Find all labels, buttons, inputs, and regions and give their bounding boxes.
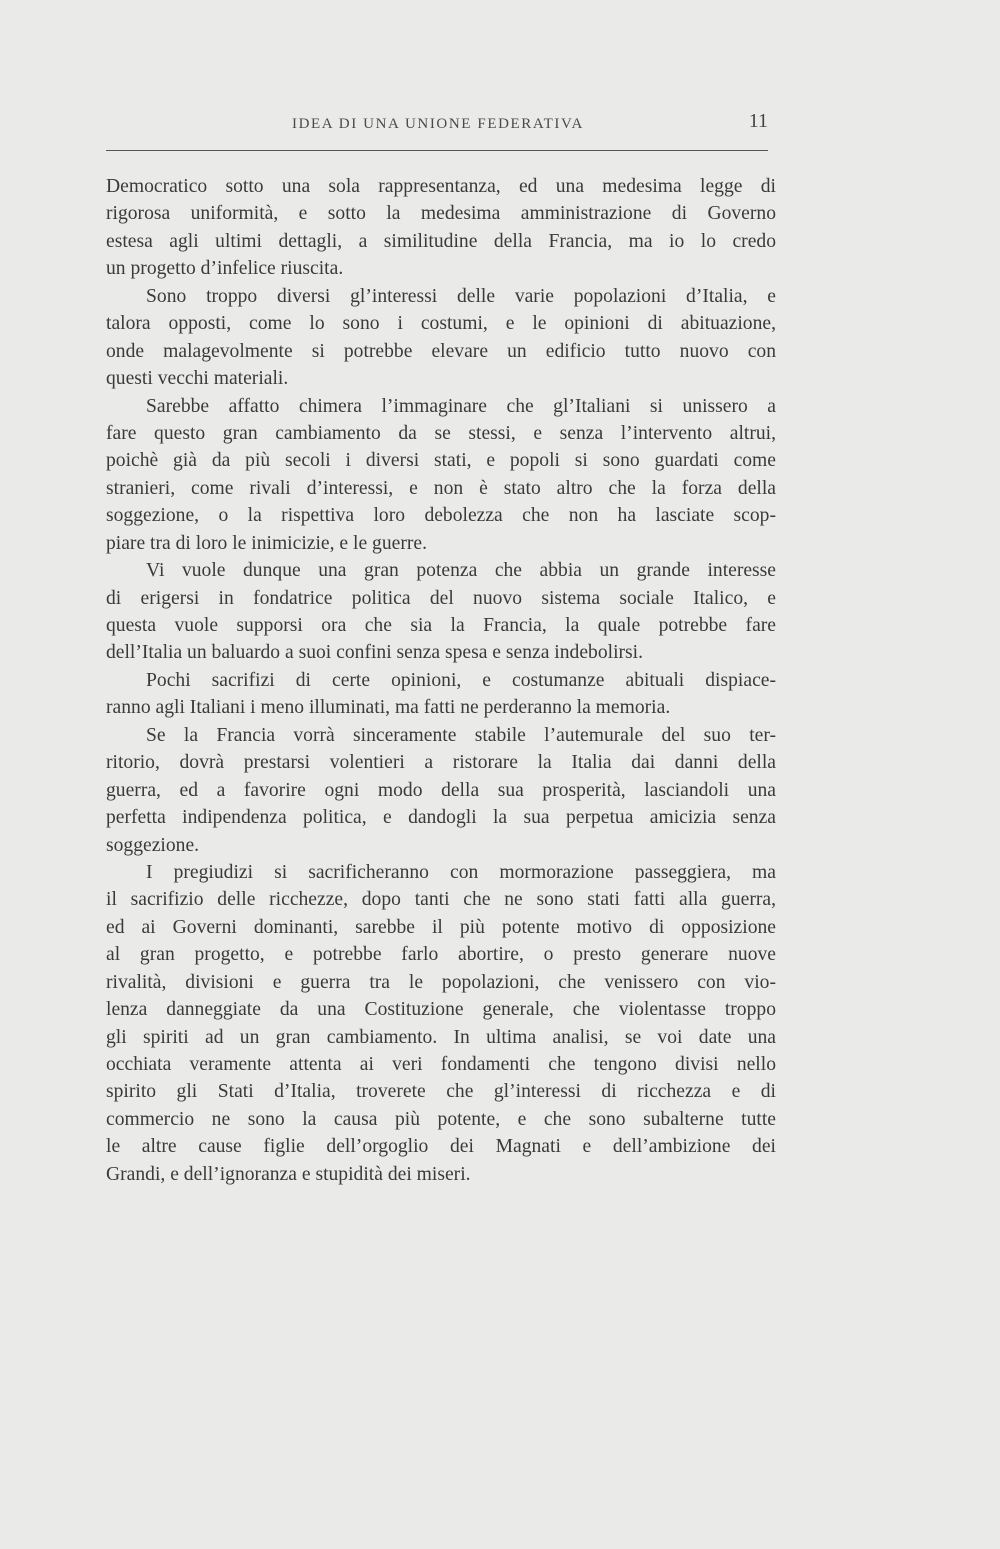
- text-line: ritorio, dovrà prestarsi volentieri a ristorare la Italia dai danni della: [106, 752, 776, 774]
- body-text: [106, 173, 776, 1188]
- text-line: soggezione, o la rispettiva loro debolezza che non ha lasciate scop-: [106, 505, 776, 527]
- text-line: I pregiudizi si sacrificheranno con mormorazione passeggiera, ma: [146, 861, 776, 883]
- text-line: al gran progetto, e potrebbe farlo abortire, o presto generare nuove: [106, 944, 776, 966]
- text-line: questa vuole supporsi ora che sia la Francia, la quale potrebbe fare: [106, 615, 776, 636]
- text-line: estesa agli ultimi dettagli, a similitudine della Francia, ma io lo credo: [106, 230, 776, 252]
- text-line: lenza danneggiate da una Costituzione generale, che violentasse troppo: [106, 999, 776, 1021]
- text-line: ed ai Governi dominanti, sarebbe il più potente motivo di opposizione: [106, 916, 776, 938]
- text-line: fare questo gran cambiamento da se stessi, e senza l’intervento altrui,: [106, 422, 776, 444]
- text-line: commercio ne sono la causa più potente, e che sono subalterne tutte: [106, 1108, 776, 1130]
- text-line: Sono troppo diversi gl’interessi delle varie popolazioni d’Italia, e: [146, 285, 776, 307]
- text-line: spirito gli Stati d’Italia, troverete che gl’interessi di ricchezza e di: [106, 1081, 776, 1103]
- text-line: onde malagevolmente si potrebbe elevare un edificio tutto nuovo con: [106, 340, 776, 362]
- text-line: di erigersi in fondatrice politica del nuovo sistema sociale Italico, e: [106, 587, 776, 609]
- text-line: rivalità, divisioni e guerra tra le popolazioni, che venissero con vio-: [106, 971, 776, 993]
- text-line: Vi vuole dunque una gran potenza che abbia un grande interesse: [146, 560, 776, 582]
- text-line: questi vecchi materiali.: [106, 368, 289, 390]
- text-line: soggezione.: [106, 834, 200, 856]
- text-line: talora opposti, come lo sono i costumi, e le opinioni di abituazione,: [106, 313, 776, 335]
- text-line: ranno agli Italiani i meno illuminati, ma fatti ne perderanno la memoria.: [106, 697, 671, 719]
- text-line: perfetta indipendenza politica, e dandogli la sua perpetua amicizia senza: [106, 807, 776, 829]
- text-line: stranieri, come rivali d’interessi, e non è stato altro che la forza della: [106, 477, 776, 499]
- text-line: gli spiriti ad un gran cambiamento. In ultima analisi, se voi date una: [106, 1026, 776, 1048]
- text-line: le altre cause figlie dell’orgoglio dei Magnati e dell’ambizione dei: [106, 1136, 776, 1158]
- text-line: poichè già da più secoli i diversi stati, e popoli si sono guardati come: [106, 450, 776, 472]
- header-rule: [106, 150, 768, 151]
- text-line: Sarebbe affatto chimera l’immaginare che gl’Italiani si unissero a: [146, 395, 776, 417]
- text-line: Pochi sacrifizi di certe opinioni, e costumanze abituali dispiace-: [146, 669, 776, 691]
- text-line: piare tra di loro le inimicizie, e le guerre.: [106, 532, 427, 554]
- text-line: rigorosa uniformità, e sotto la medesima amministrazione di Governo: [106, 203, 776, 225]
- page-number: 11: [748, 110, 768, 132]
- text-line: Se la Francia vorrà sinceramente stabile l’autemurale del suo ter-: [146, 724, 776, 746]
- text-line: dell’Italia un baluardo a suoi confini senza spesa e senza indebolirsi.: [106, 642, 644, 664]
- text-line: Democratico sotto una sola rappresentanza, ed una medesima legge di: [106, 176, 776, 197]
- text-line: occhiata veramente attenta ai veri fondamenti che tengono divisi nello: [106, 1054, 776, 1075]
- text-line: un progetto d’infelice riuscita.: [106, 258, 344, 280]
- text-line: il sacrifizio delle ricchezze, dopo tanti che ne sono stati fatti alla guerra,: [106, 889, 776, 911]
- running-head: [106, 110, 770, 140]
- running-head-title: IDEA DI UNA UNIONE FEDERATIVA: [292, 116, 584, 132]
- text-line: Grandi, e dell’ignoranza e stupidità dei miseri.: [106, 1163, 471, 1185]
- text-line: guerra, ed a favorire ogni modo della sua prosperità, lasciandoli una: [106, 779, 776, 801]
